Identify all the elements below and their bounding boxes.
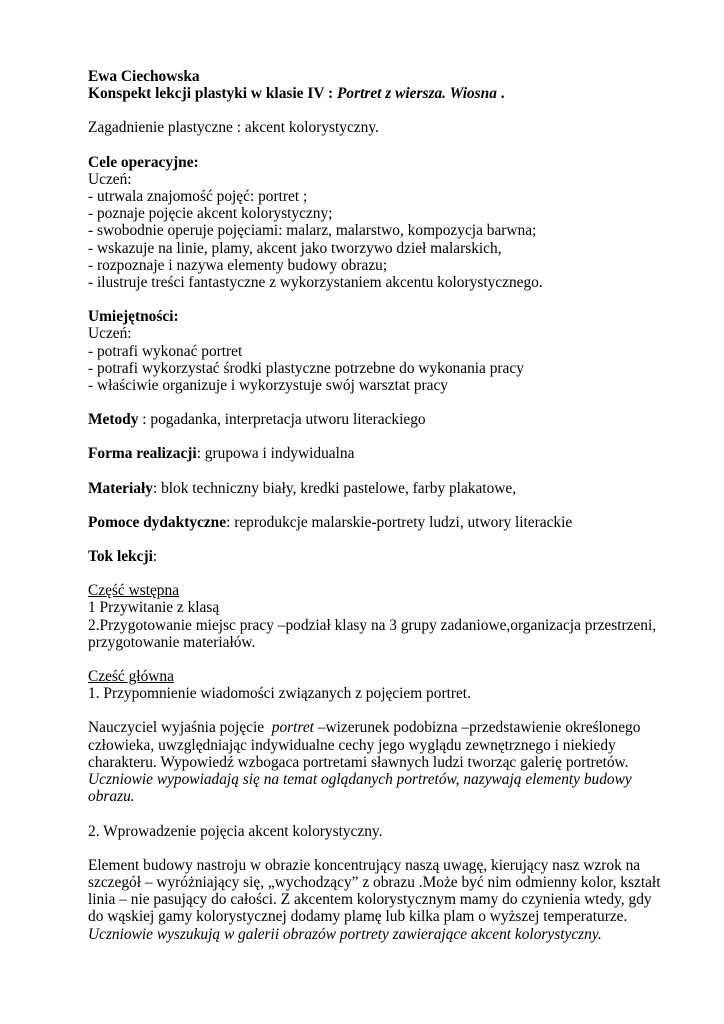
list-item: - poznaje pojęcie akcent kolorystyczny;: [88, 205, 333, 223]
list-item: - wskazuje na linie, plamy, akcent jako tworzywo dzieł malarskich,: [88, 239, 502, 257]
glowna-point-1: 1. Przypomnienie wiadomości związanych z pojęciem portret.: [88, 685, 471, 703]
document-title: [88, 85, 684, 102]
paragraph-line: Element budowy nastroju w obrazie koncentrujący naszą uwagę, kierujący nasz wzrok na: [88, 856, 641, 874]
zagadnienie-line: Zagadnienie plastyczne : akcent kolorystyczny.: [88, 119, 379, 137]
forma-text: : grupowa i indywidualna: [196, 445, 355, 463]
paragraph-line: do wąskiej gamy kolorystycznej dodamy plamę lub kilka plam o wyższej temperaturze.: [88, 908, 628, 926]
pomoce-line: [88, 514, 684, 531]
glowna-heading: Cześć główna: [88, 668, 174, 686]
umiejetnosci-intro: Uczeń:: [88, 325, 132, 343]
pomoce-label: Pomoce dydaktyczne: [88, 513, 227, 531]
wstepna-line: przygotowanie materiałów.: [88, 633, 256, 651]
list-item: - utrwala znajomość pojęć: portret ;: [88, 188, 308, 206]
wstepna-line: 1 Przywitanie z klasą: [88, 599, 220, 617]
cele-heading: Cele operacyjne:: [88, 153, 199, 171]
tok-label: Tok lekcji: [88, 548, 153, 566]
metody-text: : pogadanka, interpretacja utworu literackiego: [138, 411, 426, 429]
materialy-label: Materiały: [88, 479, 153, 497]
cele-intro: Uczeń:: [88, 170, 132, 188]
paragraph-line: człowieka, uwzględniając indywidualne cechy jego wyglądu zewnętrznego i niekiedy: [88, 736, 616, 754]
para1-start: Nauczyciel wyjaśnia pojęcie: [88, 719, 272, 737]
list-item: - potrafi wykorzystać środki plastyczne potrzebne do wykonania pracy: [88, 359, 524, 377]
metody-label: Metody: [88, 411, 139, 429]
paragraph-line: linia – nie pasujący do całości. Z akcentem kolorystycznym mamy do czynienia wtedy, gdy: [88, 891, 652, 909]
para1-rest: –wizerunek podobizna –przedstawienie określonego: [313, 719, 641, 737]
tok-line: [88, 548, 684, 565]
list-item: - potrafi wykonać portret: [88, 342, 243, 360]
para1-term: portret: [271, 719, 314, 737]
glowna-point-2: 2. Wprowadzenie pojęcia akcent kolorystyczny.: [88, 822, 383, 840]
list-item: - swobodnie operuje pojęciami: malarz, malarstwo, kompozycja barwna;: [88, 222, 537, 240]
list-item: - rozpoznaje i nazywa elementy budowy obrazu;: [88, 256, 388, 274]
title-topic: Portret z wiersza. Wiosna: [337, 85, 497, 103]
forma-label: Forma realizacji: [88, 445, 197, 463]
author-name: Ewa Ciechowska: [88, 68, 200, 85]
paragraph-line-italic: obrazu.: [88, 788, 135, 806]
tok-text: :: [152, 548, 158, 566]
paragraph-line: szczegół – wyróżniający się, „wychodzący” z obrazu .Może być nim odmienny kolor, kształt: [88, 873, 661, 891]
title-prefix: Konspekt lekcji plastyki w klasie IV :: [88, 85, 337, 103]
umiejetnosci-heading: Umiejętności:: [88, 308, 179, 326]
title-suffix: .: [496, 85, 505, 103]
materialy-text: : blok techniczny biały, kredki pastelowe, farby plakatowe,: [152, 479, 517, 497]
metody-line: [88, 411, 684, 428]
wstepna-heading: Część wstępna: [88, 582, 180, 600]
paragraph-line-italic: Uczniowie wypowiadają się na temat oglądanych portretów, nazywają elementy budowy: [88, 771, 632, 789]
list-item: - ilustruje treści fantastyczne z wykorzystaniem akcentu kolorystycznego.: [88, 274, 543, 292]
forma-line: [88, 445, 684, 462]
paragraph-line: [88, 719, 684, 736]
paragraph-line: charakteru. Wypowiedź wzbogaca portretami sławnych ludzi tworząc galerię portretów.: [88, 753, 629, 771]
paragraph-line-italic: Uczniowie wyszukują w galerii obrazów portrety zawierające akcent kolorystyczny.: [88, 925, 602, 943]
list-item: - właściwie organizuje i wykorzystuje swój warsztat pracy: [88, 377, 448, 395]
pomoce-text: : reprodukcje malarskie-portrety ludzi, utwory literackie: [226, 513, 573, 531]
wstepna-line: 2.Przygotowanie miejsc pracy –podział klasy na 3 grupy zadaniowe,organizacja przestrzeni,: [88, 616, 657, 634]
materialy-line: [88, 480, 684, 497]
